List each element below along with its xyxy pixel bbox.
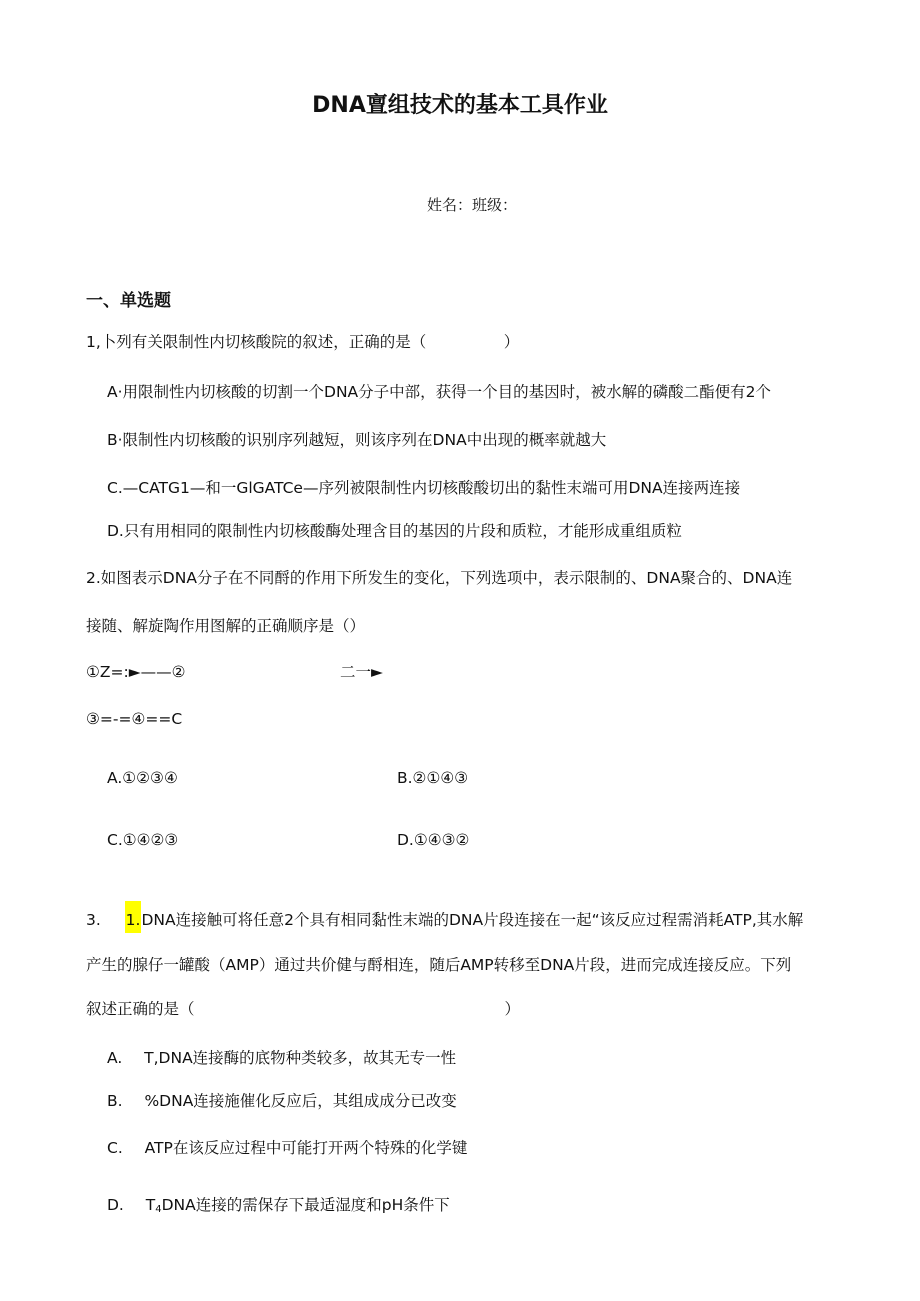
name-class-line: 姓名：班级： — [427, 196, 518, 214]
option-text-prefix: T — [145, 1196, 156, 1214]
option-text: T,DNA连接酶的底物种类较多，故其无专一性 — [144, 1049, 457, 1067]
question-2-option-d: D.①④③② — [397, 831, 470, 849]
question-3-option-a — [107, 1048, 456, 1068]
option-letter: C. — [107, 1139, 123, 1157]
subscript-4: 4 — [155, 1204, 162, 1215]
option-text-suffix: DNA连接的需保存下最适湿度和pH条件下 — [161, 1196, 450, 1214]
question-3-option-d — [107, 1195, 450, 1220]
question-3-option-c — [107, 1138, 467, 1158]
figure-row-1-right: 二一► — [340, 663, 383, 681]
option-letter: B. — [107, 1092, 123, 1110]
question-3-stem-line3: 叙述正确的是（ ） — [86, 1000, 521, 1018]
question-3-stem-line2: 产生的腺仔一罐酸（AMP）通过共价健与酹相连，随后AMP转移至DNA片段，进而完成连接反应。下列 — [86, 956, 792, 974]
option-text: ATP在该反应过程中可能打开两个特殊的化学键 — [144, 1139, 468, 1157]
question-3-option-b — [107, 1091, 457, 1111]
question-1-stem: 1,卜列有关限制性内切核酸院的叙述，正确的是（ ） — [86, 333, 520, 351]
question-2-option-a: A.①②③④ — [107, 769, 178, 787]
figure-row-1-left: ①Z=:►——② — [86, 663, 186, 681]
question-1-option-c: C.—CATG1—和一GlGATCe—序列被限制性内切核酸酸切出的黏性末端可用DNA连接两连接 — [107, 479, 741, 497]
question-1-option-a: A·用限制性内切核酸的切割一个DNA分子中部，获得一个目的基因时，被水解的磷酸二酯便有2个 — [107, 383, 772, 401]
option-letter: A. — [107, 1049, 123, 1067]
question-2-option-b: B.②①④③ — [397, 769, 469, 787]
question-3-number: 3. — [86, 911, 101, 929]
document-title: DNA亶组技术的基本工具作业 — [312, 93, 608, 118]
question-3-stem-line1-text: DNA连接触可将任意2个具有相同黏性末端的DNA片段连接在一起“该反应过程需消耗ATP,其水解 — [141, 911, 804, 929]
question-2-stem-line1: 2.如图表示DNA分子在不同酹的作用下所发生的变化，下列选项中，表示限制的、DNA聚合的、DNA连 — [86, 569, 793, 587]
section-heading: 一、单选题 — [86, 291, 171, 311]
question-2-stem-line2: 接随、解旋陶作用图解的正确顺序是（） — [86, 617, 366, 635]
option-text: %DNA连接施催化反应后，其组成成分已改变 — [144, 1092, 457, 1110]
question-1-option-d: D.只有用相同的限制性内切核酸酶处理含目的基因的片段和质粒，才能形成重组质粒 — [107, 522, 682, 540]
question-1-option-b: B·限制性内切核酸的识别序列越短，则该序列在DNA中出现的概率就越大 — [107, 431, 607, 449]
highlighted-marker: 1. — [125, 901, 142, 933]
question-3-stem-line1 — [86, 910, 803, 930]
option-letter: D. — [107, 1196, 124, 1214]
figure-row-2: ③=-=④==C — [86, 710, 183, 728]
question-2-option-c: C.①④②③ — [107, 831, 179, 849]
